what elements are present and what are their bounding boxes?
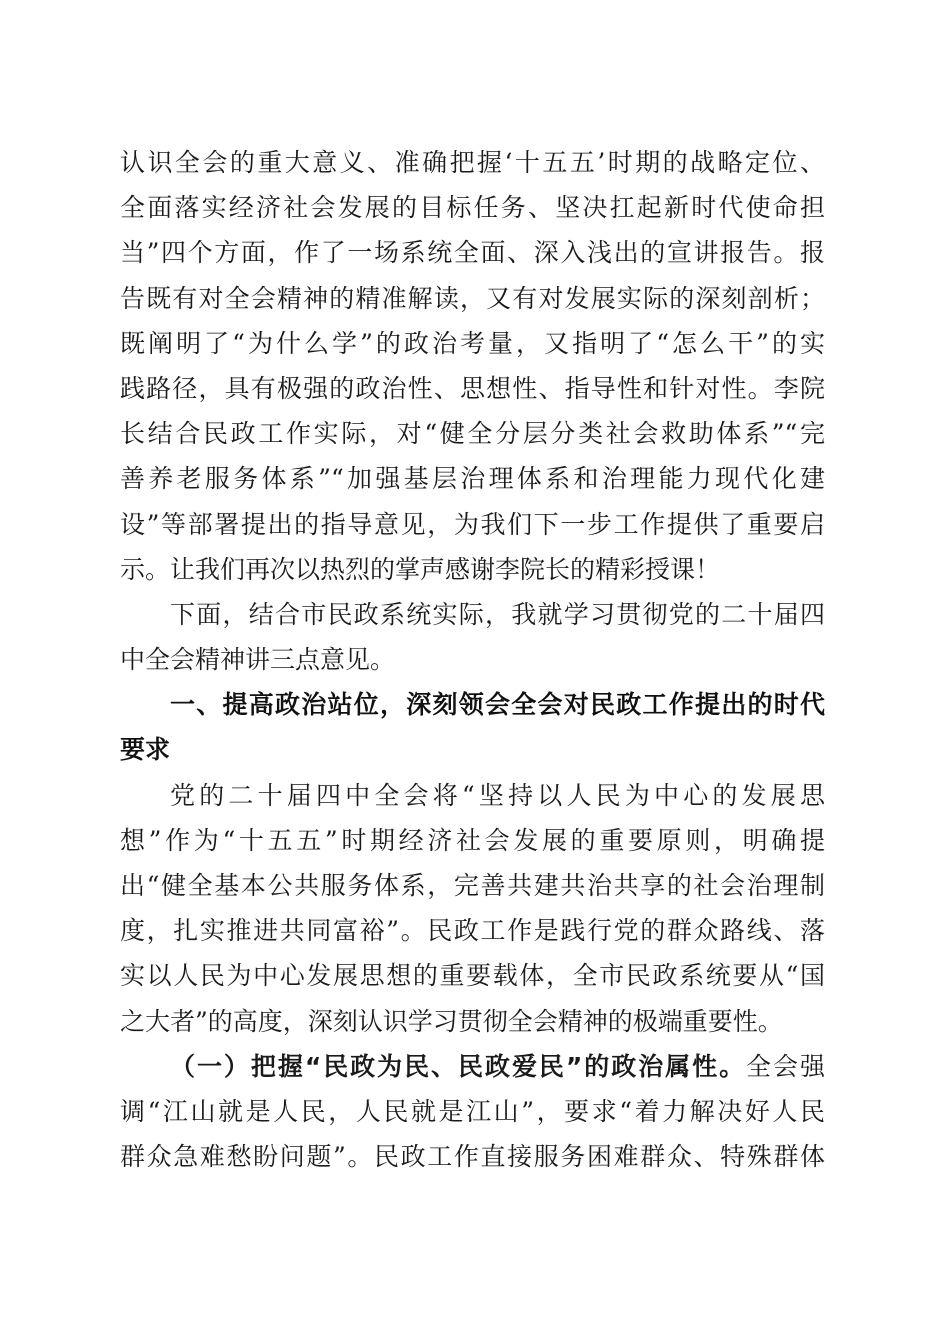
text-line: 想”作为“十五五”时期经济社会发展的重要原则，明确提 xyxy=(120,825,825,855)
text-line: 群众急难愁盼问题”。民政工作直接服务困难群众、特殊群体 xyxy=(120,1142,825,1172)
heading-line: 要求 xyxy=(120,735,171,765)
text-line: 当”四个方面，作了一场系统全面、深入浅出的宣讲报告。报 xyxy=(120,238,825,268)
text-line: 设”等部署提出的指导意见，为我们下一步工作提供了重要启 xyxy=(120,509,825,539)
document-body xyxy=(120,140,825,1179)
text-line: 调“江山就是人民，人民就是江山”，要求“着力解决好人民 xyxy=(120,1096,825,1126)
subheading-line-rest: 全会强 xyxy=(746,1051,825,1081)
text-line: 之大者”的高度，深刻认识学习贯彻全会精神的极端重要性。 xyxy=(120,1006,783,1036)
text-line: 下面，结合市民政系统实际，我就学习贯彻党的二十届四 xyxy=(170,599,825,629)
text-line: 既阐明了“为什么学”的政治考量，又指明了“怎么干”的实 xyxy=(120,328,825,358)
heading-line: 一、提高政治站位，深刻领会全会对民政工作提出的时代 xyxy=(170,690,825,720)
text-line: 践路径，具有极强的政治性、思想性、指导性和针对性。李院 xyxy=(120,373,825,403)
text-line: 示。让我们再次以热烈的掌声感谢李院长的精彩授课！ xyxy=(120,554,721,584)
text-line: 实以人民为中心发展思想的重要载体，全市民政系统要从“国 xyxy=(120,961,825,991)
text-line: 党的二十届四中全会将“坚持以人民为中心的发展思 xyxy=(170,780,825,810)
paragraph-4 xyxy=(120,1044,825,1180)
text-line: 善养老服务体系”“加强基层治理体系和治理能力现代化建 xyxy=(120,464,825,494)
text-line: 度，扎实推进共同富裕”。民政工作是践行党的群众路线、落 xyxy=(120,916,825,946)
section-heading-1 xyxy=(120,682,825,772)
text-line: 长结合民政工作实际，对“健全分层分类社会救助体系”“完 xyxy=(120,419,825,449)
text-line: 告既有对全会精神的精准解读，又有对发展实际的深刻剖析； xyxy=(120,283,825,313)
paragraph-2 xyxy=(120,592,825,682)
text-line: 中全会精神讲三点意见。 xyxy=(120,645,396,675)
paragraph-3 xyxy=(120,773,825,1044)
text-line: 认识全会的重大意义、准确把握‘十五五’时期的战略定位、 xyxy=(120,148,825,177)
text-line: 全面落实经济社会发展的目标任务、坚决扛起新时代使命担 xyxy=(120,193,825,223)
subheading: （一）把握“民政为民、民政爱民”的政治属性。 xyxy=(170,1051,747,1081)
text-line: 出“健全基本公共服务体系，完善共建共治共享的社会治理制 xyxy=(120,871,825,900)
paragraph-1 xyxy=(120,140,825,592)
subheading-line xyxy=(120,1044,825,1089)
